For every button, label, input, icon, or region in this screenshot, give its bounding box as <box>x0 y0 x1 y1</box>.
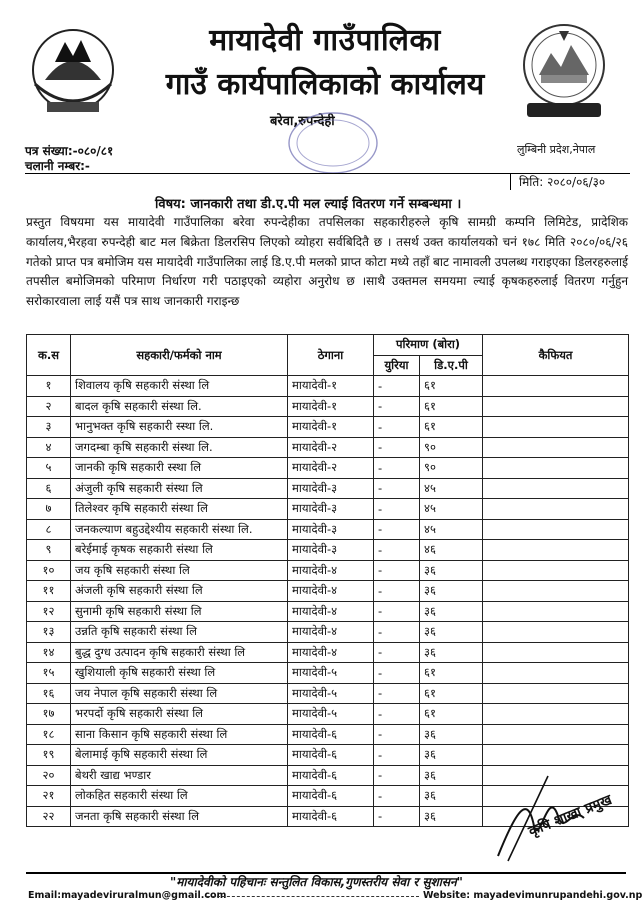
row-address: मायादेवी-३ <box>288 478 374 499</box>
row-sn: ९ <box>27 540 71 561</box>
row-urea: - <box>374 765 420 786</box>
row-sn: ८ <box>27 519 71 540</box>
row-remarks <box>483 704 629 725</box>
row-remarks <box>483 376 629 397</box>
table-row <box>27 437 629 458</box>
row-address: मायादेवी-१ <box>288 376 374 397</box>
row-name: भरपर्दो कृषि सहकारी संस्था लि <box>71 704 288 725</box>
row-remarks <box>483 396 629 417</box>
row-name: बेलामाई कृषि सहकारी संस्था लि <box>71 745 288 766</box>
row-sn: १२ <box>27 601 71 622</box>
row-remarks <box>483 622 629 643</box>
row-remarks <box>483 499 629 520</box>
nepal-emblem-logo <box>25 22 121 122</box>
row-sn: ११ <box>27 581 71 602</box>
table-row <box>27 499 629 520</box>
row-address: मायादेवी-२ <box>288 458 374 479</box>
row-urea: - <box>374 745 420 766</box>
row-address: मायादेवी-४ <box>288 560 374 581</box>
row-address: मायादेवी-३ <box>288 540 374 561</box>
row-name: लोकहित सहकारी संस्था लि <box>71 786 288 807</box>
row-name: साना किसान कृषि सहकारी संस्था लि <box>71 724 288 745</box>
col-header-remarks: कैफियत <box>483 335 629 376</box>
municipality-logo <box>519 15 609 127</box>
letter-body: प्रस्तुत विषयमा यस मायादेवी गाउँपालिका बरेवा रुपन्देहीका तपसिलका सहकारीहरुले कृषि सामग्री कम्पनि लिमिटेड, प्रादेशिक कार्यालय,भैरहवा रुपन्देही बाट मल बिक्रेता डिलरसिप लिएको व्योहरा सर्वबिदितै छ । तसर्थ उक्त कार्यालयको चनं १७८ मिति २०८०/०६/२६ गतेको प्राप्त पत्र बमोजिम यस मायादेवी गाउँपालिका लाई डि.ए.पी मलको प्राप्त कोटा मध्ये तहाँ बाट नामावली उपलब्ध गराइएका डिलरहरुलाई तपसील बमोजिमको परिमाण निर्धारण गरी पठाइएको व्यहोरा अनुरोध छ ।साथै उक्तमल समयमा ल्याई कृषकहरुलाई वितरण गर्नुहुन सरोकारवाला लाई यसैं पत्र साथ जानकारी गराइन्छ <box>26 215 628 309</box>
row-dap: ६१ <box>420 663 483 684</box>
row-urea: - <box>374 601 420 622</box>
letter-number: पत्र संख्या:-०८०/८१ <box>25 144 114 158</box>
col-header-quantity: परिमाण (बोरा) <box>374 335 483 356</box>
row-sn: २२ <box>27 806 71 827</box>
row-address: मायादेवी-५ <box>288 683 374 704</box>
row-address: मायादेवी-६ <box>288 765 374 786</box>
row-remarks <box>483 478 629 499</box>
letter-subject: विषय: जानकारी तथा डी.ए.पी मल ल्याई वितरण गर्ने सम्बन्धमा । <box>155 197 462 212</box>
row-urea: - <box>374 376 420 397</box>
row-dap: ६१ <box>420 683 483 704</box>
row-sn: १९ <box>27 745 71 766</box>
table-row <box>27 745 629 766</box>
row-remarks <box>483 417 629 438</box>
row-name: जय नेपाल कृषि सहकारी संस्था लि <box>71 683 288 704</box>
row-dap: ६१ <box>420 376 483 397</box>
row-remarks <box>483 663 629 684</box>
row-address: मायादेवी-५ <box>288 663 374 684</box>
row-sn: २१ <box>27 786 71 807</box>
row-urea: - <box>374 499 420 520</box>
row-remarks <box>483 724 629 745</box>
row-dap: ६१ <box>420 417 483 438</box>
row-sn: २० <box>27 765 71 786</box>
table-row <box>27 642 629 663</box>
row-name: सुनामी कृषि सहकारी संस्था लि <box>71 601 288 622</box>
row-address: मायादेवी-३ <box>288 519 374 540</box>
row-address: मायादेवी-४ <box>288 642 374 663</box>
row-address: मायादेवी-६ <box>288 745 374 766</box>
row-dap: ९० <box>420 437 483 458</box>
row-sn: १८ <box>27 724 71 745</box>
row-urea: - <box>374 581 420 602</box>
row-sn: ७ <box>27 499 71 520</box>
row-name: बादल कृषि सहकारी संस्था लि. <box>71 396 288 417</box>
row-remarks <box>483 601 629 622</box>
row-sn: १७ <box>27 704 71 725</box>
footer-website: Website: mayadevimunrupandehi.gov.np <box>423 890 643 901</box>
dispatch-number: चलानी नम्बर:- <box>25 159 90 173</box>
row-urea: - <box>374 724 420 745</box>
table-row <box>27 581 629 602</box>
table-row <box>27 704 629 725</box>
row-dap: ४५ <box>420 519 483 540</box>
row-name: जय कृषि सहकारी संस्था लि <box>71 560 288 581</box>
row-sn: ४ <box>27 437 71 458</box>
row-dap: ३६ <box>420 581 483 602</box>
row-sn: १४ <box>27 642 71 663</box>
row-dap: ३६ <box>420 806 483 827</box>
row-dap: ३६ <box>420 601 483 622</box>
row-sn: १५ <box>27 663 71 684</box>
office-stamp-icon <box>285 110 381 176</box>
row-urea: - <box>374 683 420 704</box>
distribution-table <box>26 334 629 827</box>
row-address: मायादेवी-५ <box>288 704 374 725</box>
table-row <box>27 458 629 479</box>
table-row <box>27 478 629 499</box>
office-title-line1: मायादेवी गाउँपालिका <box>209 23 441 58</box>
row-dap: ४५ <box>420 478 483 499</box>
row-remarks <box>483 560 629 581</box>
row-name: बरेईमाई कृषक सहकारी संस्था लि <box>71 540 288 561</box>
table-row <box>27 519 629 540</box>
row-sn: १३ <box>27 622 71 643</box>
row-name: अंजुली कृषि सहकारी संस्था लि <box>71 478 288 499</box>
row-name: तिलेश्वर कृषि सहकारी संस्था लि <box>71 499 288 520</box>
table-row <box>27 540 629 561</box>
row-dap: ३६ <box>420 786 483 807</box>
table-row <box>27 724 629 745</box>
row-name: अंजली कृषि सहकारी संस्था लि <box>71 581 288 602</box>
row-urea: - <box>374 396 420 417</box>
row-urea: - <box>374 622 420 643</box>
col-header-sn: क.स <box>27 335 71 376</box>
footer-dots <box>207 896 419 897</box>
row-urea: - <box>374 519 420 540</box>
row-dap: ३६ <box>420 765 483 786</box>
row-address: मायादेवी-१ <box>288 396 374 417</box>
table-row <box>27 601 629 622</box>
col-header-dap: डि.ए.पी <box>420 355 483 376</box>
row-urea: - <box>374 560 420 581</box>
province-label: लुम्बिनी प्रदेश,नेपाल <box>517 143 596 156</box>
row-name: खुशियाली कृषि सहकारी संस्था लि <box>71 663 288 684</box>
row-dap: ४५ <box>420 499 483 520</box>
row-urea: - <box>374 642 420 663</box>
table-row <box>27 683 629 704</box>
row-address: मायादेवी-४ <box>288 581 374 602</box>
row-name: जनता कृषि सहकारी संस्था लि <box>71 806 288 827</box>
row-address: मायादेवी-६ <box>288 786 374 807</box>
col-header-name: सहकारी/फर्मको नाम <box>71 335 288 376</box>
office-address: बरेवा,रुपन्देही <box>270 114 335 129</box>
row-name: जगदम्बा कृषि सहकारी संस्था लि. <box>71 437 288 458</box>
row-remarks <box>483 581 629 602</box>
table-row <box>27 396 629 417</box>
row-dap: ३६ <box>420 560 483 581</box>
row-name: बेथरी खाद्य भण्डार <box>71 765 288 786</box>
table-row <box>27 622 629 643</box>
row-urea: - <box>374 663 420 684</box>
row-remarks <box>483 437 629 458</box>
table-row <box>27 376 629 397</box>
row-address: मायादेवी-१ <box>288 417 374 438</box>
row-urea: - <box>374 806 420 827</box>
footer-email: Email:mayadeviruralmun@gmail.com <box>28 890 227 901</box>
row-sn: १० <box>27 560 71 581</box>
row-address: मायादेवी-२ <box>288 437 374 458</box>
row-address: मायादेवी-६ <box>288 806 374 827</box>
table-row <box>27 417 629 438</box>
row-urea: - <box>374 458 420 479</box>
row-remarks <box>483 540 629 561</box>
row-sn: ३ <box>27 417 71 438</box>
row-sn: १ <box>27 376 71 397</box>
row-dap: ३६ <box>420 745 483 766</box>
table-row <box>27 560 629 581</box>
row-name: शिवालय कृषि सहकारी संस्था लि <box>71 376 288 397</box>
office-title-line2: गाउँ कार्यपालिकाको कार्यालय <box>165 67 485 102</box>
row-name: उन्नति कृषि सहकारी संस्था लि <box>71 622 288 643</box>
row-urea: - <box>374 417 420 438</box>
row-name: जानकी कृषि सहकारी स्स्था लि <box>71 458 288 479</box>
row-remarks <box>483 642 629 663</box>
row-urea: - <box>374 704 420 725</box>
letter-date: मिति: २०८०/०६/३० <box>510 174 639 190</box>
row-dap: ६१ <box>420 704 483 725</box>
row-remarks <box>483 458 629 479</box>
row-urea: - <box>374 540 420 561</box>
footer-motto: "मायादेवीको पहिचानः सन्तुलित विकास,गुणस्तरीय सेवा र सुशासन" <box>170 875 463 889</box>
row-name: जनकल्याण बहुउद्देश्यीय सहकारी संस्था लि. <box>71 519 288 540</box>
row-address: मायादेवी-४ <box>288 622 374 643</box>
row-address: मायादेवी-४ <box>288 601 374 622</box>
row-sn: ६ <box>27 478 71 499</box>
row-remarks <box>483 745 629 766</box>
row-name: बुद्ध दुग्ध उत्पादन कृषि सहकारी संस्था लि <box>71 642 288 663</box>
row-dap: ३६ <box>420 642 483 663</box>
row-sn: २ <box>27 396 71 417</box>
row-remarks <box>483 519 629 540</box>
row-dap: ३६ <box>420 622 483 643</box>
signature-stamp <box>488 766 628 866</box>
row-dap: ३६ <box>420 724 483 745</box>
row-dap: ४६ <box>420 540 483 561</box>
signature-stamp-text: कृषि शाखा प्रमुख <box>526 792 615 840</box>
row-name: भानुभक्त कृषि सहकारी स्स्था लि. <box>71 417 288 438</box>
row-urea: - <box>374 478 420 499</box>
row-dap: ९० <box>420 458 483 479</box>
table-row <box>27 663 629 684</box>
row-sn: ५ <box>27 458 71 479</box>
col-header-urea: युरिया <box>374 355 420 376</box>
row-sn: १६ <box>27 683 71 704</box>
row-address: मायादेवी-६ <box>288 724 374 745</box>
row-address: मायादेवी-३ <box>288 499 374 520</box>
col-header-address: ठेगाना <box>288 335 374 376</box>
row-urea: - <box>374 437 420 458</box>
row-remarks <box>483 683 629 704</box>
row-dap: ६१ <box>420 396 483 417</box>
row-urea: - <box>374 786 420 807</box>
